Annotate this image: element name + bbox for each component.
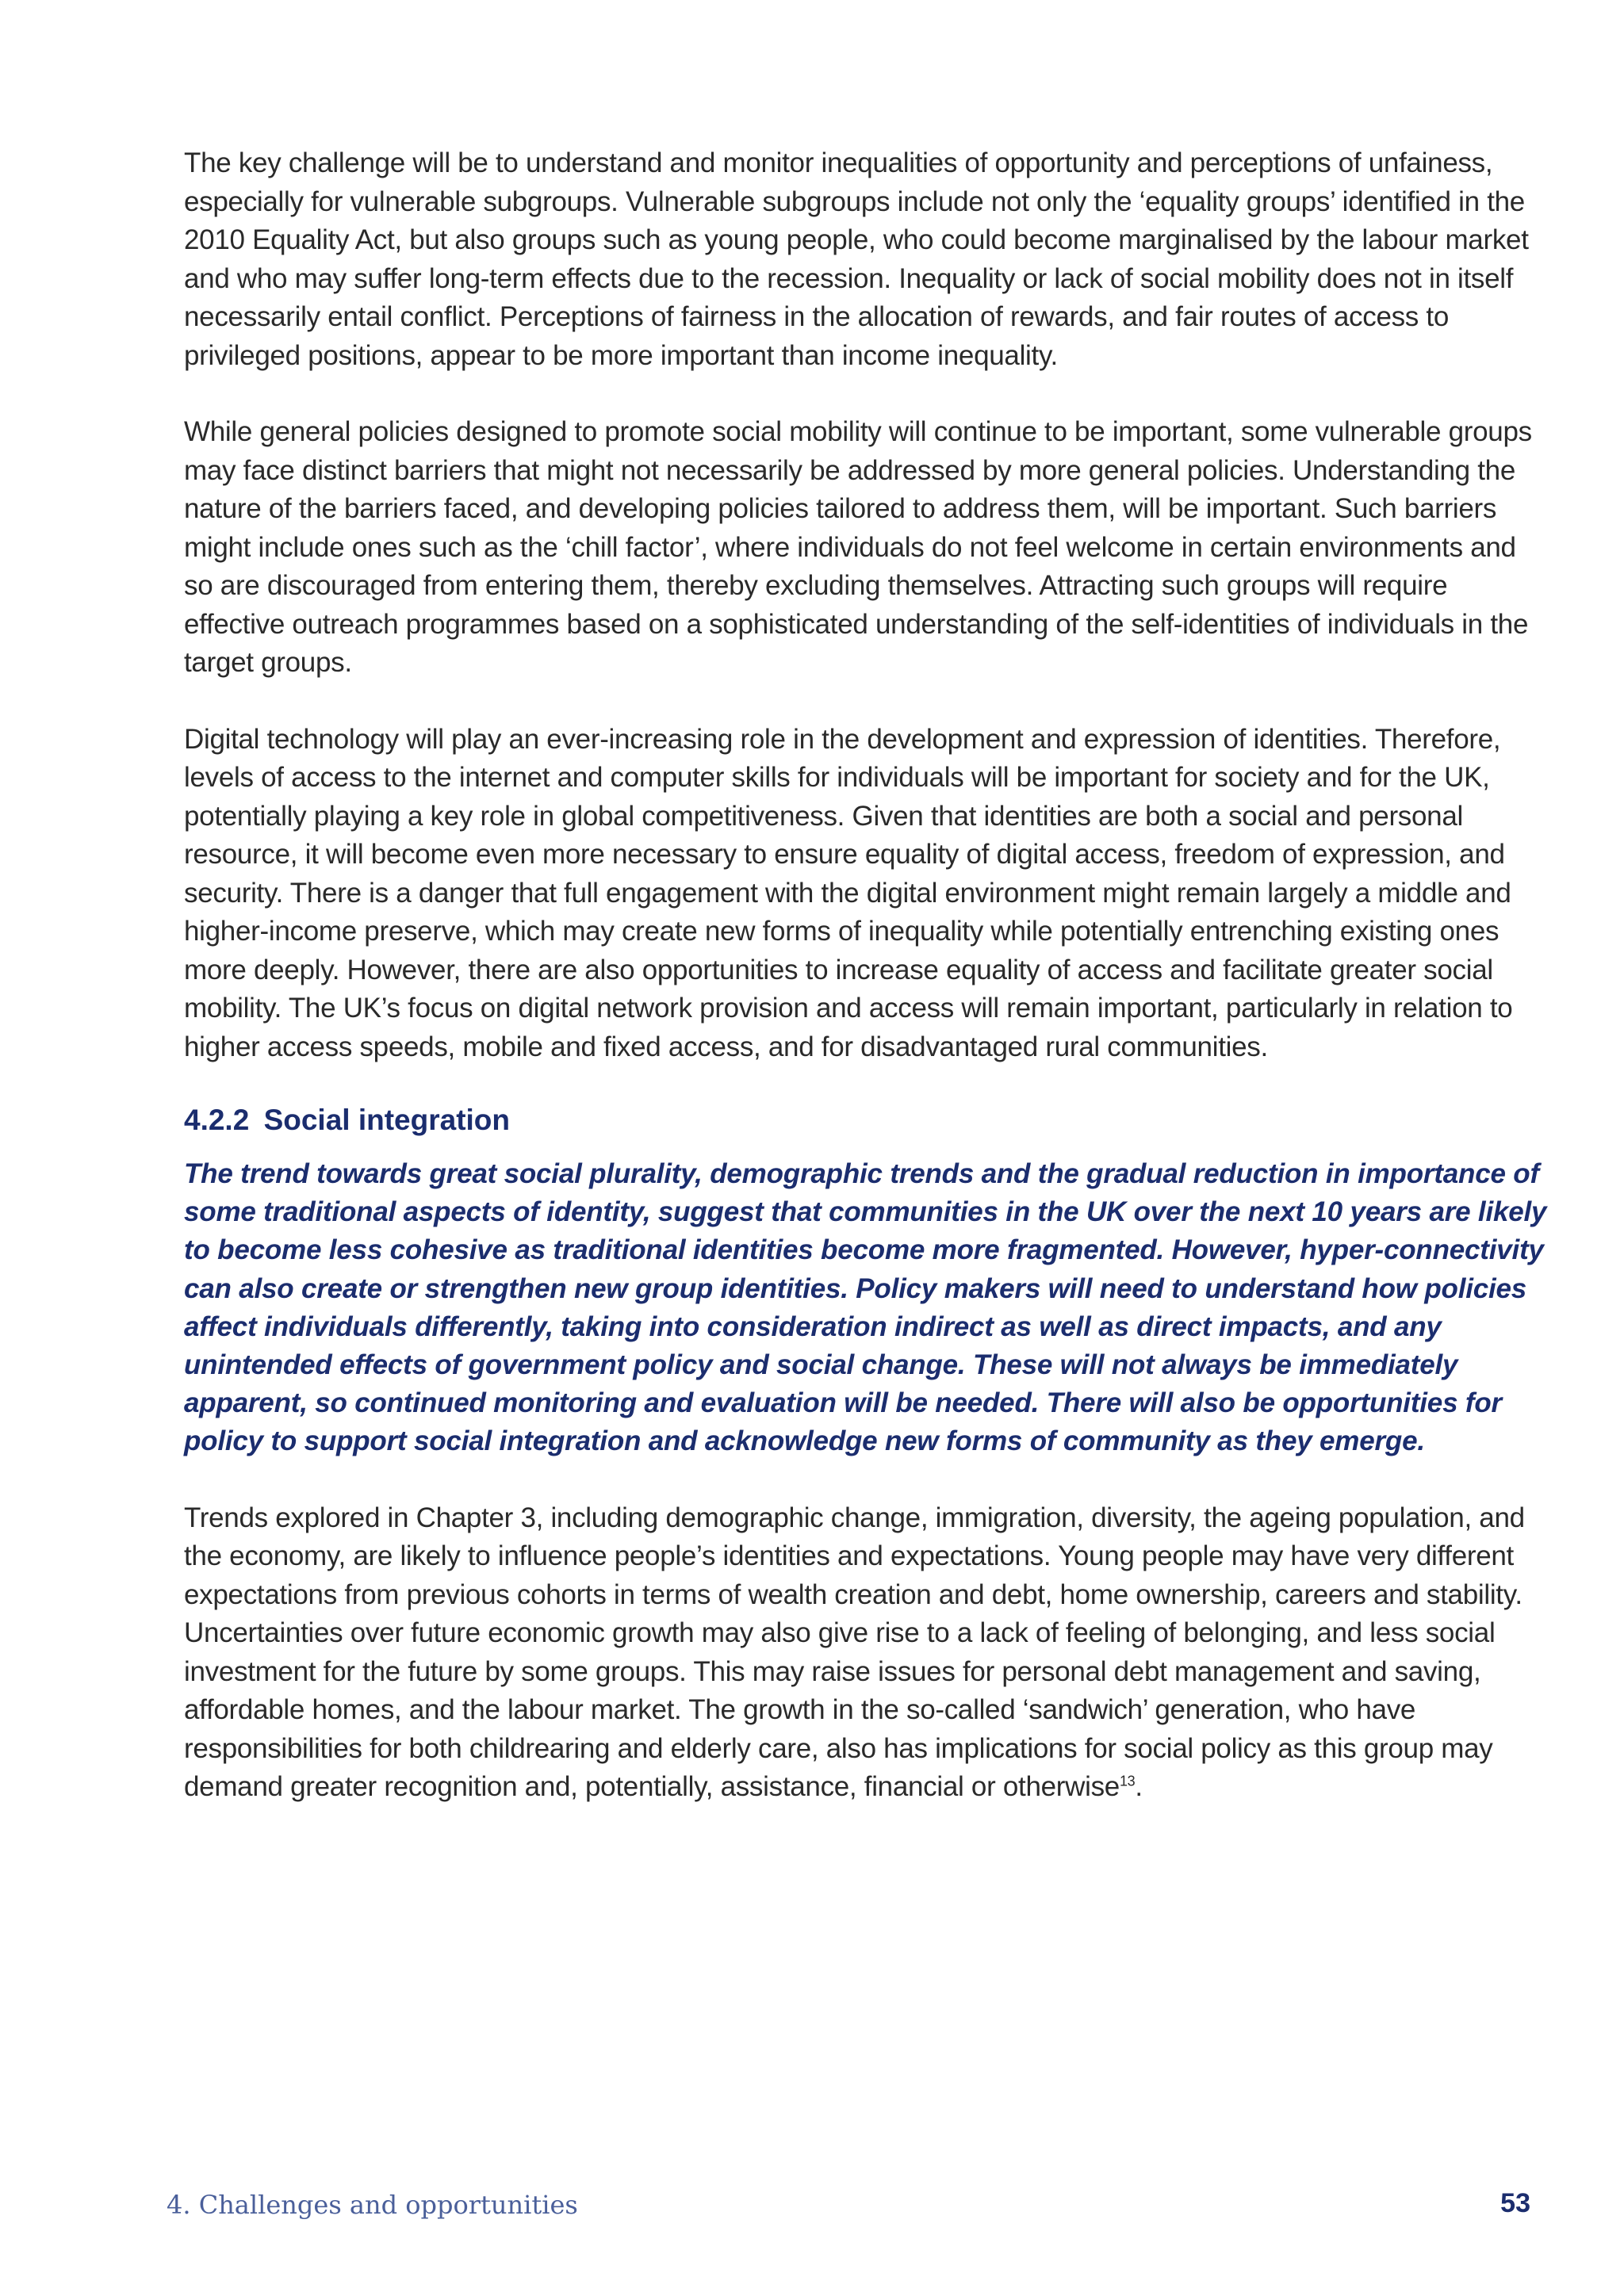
section-number: 4.2.2 bbox=[184, 1104, 250, 1136]
section-heading bbox=[184, 1101, 1548, 1139]
paragraph-digital-technology: Digital technology will play an ever-increasing role in the development and expression of identities. Therefore, levels of access to the internet and computer skills for individuals will be important for society and for the UK, potentially playing a key role in global competitiveness. Given that identities are both a social and personal resource, it will become even more necessary to ensure equality of digital access, freedom of expression, and security. There is a danger that full engagement with the digital environment might remain largely a middle and higher-income preserve, which may create new forms of inequality while potentially entrenching existing ones more deeply. However, there are also opportunities to increase equality of access and facilitate greater social mobility. The UK’s focus on digital network provision and access will remain important, particularly in relation to higher access speeds, mobile and fixed access, and for disadvantaged rural communities. bbox=[184, 723, 1513, 1062]
section-title: Social integration bbox=[263, 1104, 511, 1136]
footnote-reference[interactable]: 13 bbox=[1119, 1773, 1136, 1789]
paragraph-body-text: Trends explored in Chapter 3, including demographic change, immigration, diversity, the ageing population, and the economy, are likely to influence people’s identities and expectations. Young people may have very different expectations from previous cohorts in terms of wealth creation and debt, home ownership, careers and stability. Uncertainties over future economic growth may also give rise to a lack of feeling of belonging, and less social investment for the future by some groups. This may raise issues for personal debt management and saving, affordable homes, and the labour market. The growth in the so-called ‘sandwich’ generation, who have responsibilities for both childrearing and elderly care, also has implications for social policy as this group may demand greater recognition and, potentially, assistance, financial or otherwise bbox=[184, 1502, 1525, 1803]
footer-page-number: 53 bbox=[1500, 2188, 1530, 2218]
paragraph-inequality-challenge: The key challenge will be to understand and monitor inequalities of opportunity and perceptions of unfainess, especially for vulnerable subgroups. Vulnerable subgroups include not only the ‘equality groups’ identified in the 2010 Equality Act, but also groups such as young people, who could become marginalised by the labour market and who may suffer long-term effects due to the recession. Inequality or lack of social mobility does not in itself necessarily entail conflict. Perceptions of fairness in the allocation of rewards, and fair routes of access to privileged positions, appear to be more important than income inequality. bbox=[184, 147, 1529, 371]
footer-section-title: 4. Challenges and opportunities bbox=[167, 2190, 578, 2220]
section-lead-summary: The trend towards great social plurality, demographic trends and the gradual reduction in importance of some traditional aspects of identity, suggest that communities in the UK over the next 10 years are likely to become less cohesive as traditional identities become more fragmented. However, hyper-connectivity can also create or strengthen new group identities. Policy makers will need to understand how policies affect individuals differently, taking into consideration indirect as well as direct impacts, and any unintended effects of government policy and social change. These will not always be immediately apparent, so continued monitoring and evaluation will be needed. There will also be opportunities for policy to support social integration and acknowledge new forms of community as they emerge. bbox=[184, 1158, 1547, 1457]
paragraph-vulnerable-groups-barriers: While general policies designed to promote social mobility will continue to be important, some vulnerable groups may face distinct barriers that might not necessarily be addressed by more general policies. Understanding the nature of the barriers faced, and developing policies tailored to address them, will be important. Such barriers might include ones such as the ‘chill factor’, where individuals do not feel welcome in certain environments and so are discouraged from entering them, thereby excluding themselves. Attracting such groups will require effective outreach programmes based on a sophisticated understanding of the self-identities of individuals in the target groups. bbox=[184, 416, 1532, 678]
paragraph-end-punctuation: . bbox=[1135, 1771, 1143, 1803]
page-content bbox=[184, 144, 1548, 1845]
paragraph-social-integration-trends bbox=[184, 1499, 1548, 1807]
